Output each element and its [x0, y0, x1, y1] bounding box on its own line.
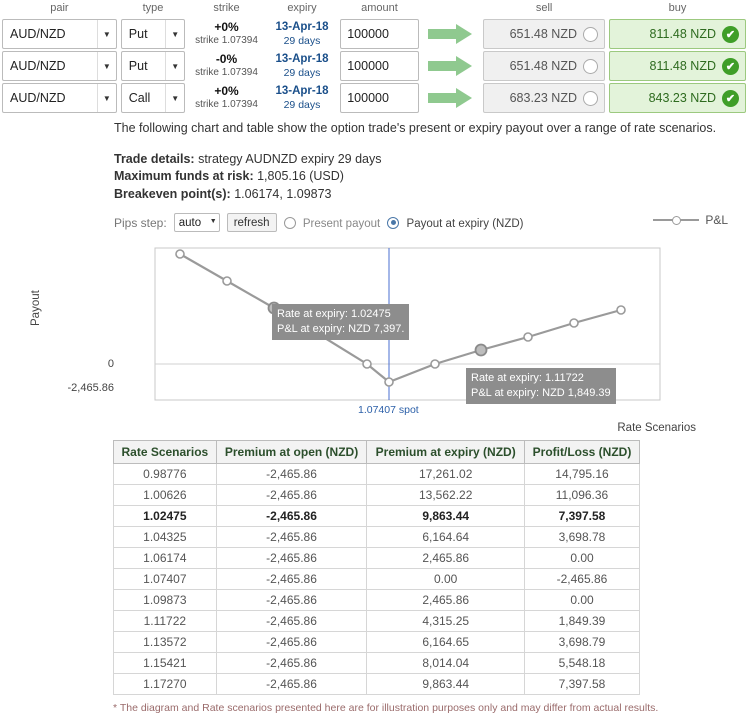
scen-pl: 1,849.39	[524, 611, 639, 632]
scen-open: -2,465.86	[216, 548, 367, 569]
pair-select[interactable]	[2, 83, 117, 113]
pips-step-label: Pips step:	[114, 215, 167, 230]
strike-value: strike 1.07394	[195, 35, 258, 47]
chart-spot-label: 1.07407 spot	[358, 404, 419, 417]
amount-input[interactable]	[340, 19, 419, 49]
scen-open: -2,465.86	[216, 569, 367, 590]
present-payout-label: Present payout	[302, 217, 381, 230]
max-risk-value: 1,805.16 (USD)	[257, 169, 344, 184]
breakeven-label: Breakeven point(s):	[114, 186, 231, 201]
trade-details-label: Trade details:	[114, 151, 195, 166]
strike-value: strike 1.07394	[195, 99, 258, 111]
header-buy: buy	[668, 2, 687, 14]
scen-expiry: 8,014.04	[367, 653, 525, 674]
table-row	[114, 632, 640, 653]
tooltip-rate-line: Rate at expiry: 1.11722	[471, 372, 584, 385]
chart-controls	[114, 213, 738, 232]
amount-input[interactable]	[340, 51, 419, 81]
scen-rate: 1.07407	[114, 569, 217, 590]
legend-label: P&L	[705, 213, 728, 228]
strike-percent: +0%	[214, 84, 239, 99]
chart-y-tick-zero: 0	[107, 358, 114, 371]
chevron-down-icon: ▼	[165, 52, 184, 80]
scen-rate: 1.04325	[114, 527, 217, 548]
table-row	[114, 464, 640, 485]
scen-rate: 1.13572	[114, 632, 217, 653]
description-text: The following chart and table show the option trade's present or expiry payout over a range of rate scenarios.	[114, 121, 717, 135]
scen-open: -2,465.86	[216, 653, 367, 674]
table-row	[114, 653, 640, 674]
scen-pl: 14,795.16	[524, 464, 639, 485]
buy-price-button[interactable]	[609, 83, 746, 113]
scen-rate: 1.17270	[114, 674, 217, 695]
refresh-button[interactable]: refresh	[227, 213, 277, 232]
sell-price-value: 651.48 NZD	[509, 59, 577, 73]
scen-header-rate: Rate Scenarios	[114, 441, 217, 464]
cell-sell	[481, 50, 607, 82]
strike-percent: -0%	[215, 52, 238, 67]
type-value: Put	[128, 27, 148, 41]
cell-arrow	[421, 18, 481, 50]
buy-price-value: 843.23 NZD	[648, 91, 716, 105]
scen-rate: 1.06174	[114, 548, 217, 569]
pair-select[interactable]	[2, 19, 117, 49]
table-row	[0, 82, 748, 114]
type-select[interactable]	[121, 51, 185, 81]
scen-pl: 0.00	[524, 548, 639, 569]
header-strike: strike	[213, 2, 240, 14]
footnote-text: * The diagram and Rate scenarios presented here are for illustration purposes only and may differ from actual results.	[113, 702, 659, 714]
pair-value: AUD/NZD	[10, 91, 66, 105]
arrow-right-icon	[428, 24, 474, 44]
scen-pl: 3,698.79	[524, 632, 639, 653]
check-circle-icon[interactable]: ✔	[722, 90, 739, 107]
arrow-right-icon	[428, 88, 474, 108]
buy-price-button[interactable]	[609, 51, 746, 81]
scen-pl: 0.00	[524, 590, 639, 611]
pips-step-select[interactable]	[174, 213, 220, 232]
trade-details-line	[114, 151, 738, 169]
scen-open: -2,465.86	[216, 464, 367, 485]
table-row	[114, 611, 640, 632]
expiry-days: 29 days	[283, 66, 321, 79]
description-section	[0, 120, 748, 232]
check-circle-icon[interactable]: ✔	[722, 26, 739, 43]
scen-open: -2,465.86	[216, 527, 367, 548]
header-amount: amount	[361, 2, 398, 14]
cell-arrow	[421, 50, 481, 82]
buy-price-button[interactable]	[609, 19, 746, 49]
amount-input[interactable]	[340, 83, 419, 113]
table-row	[114, 590, 640, 611]
chart-y-tick-min: -2,465.86	[67, 382, 114, 395]
scen-expiry: 2,465.86	[367, 548, 525, 569]
pair-value: AUD/NZD	[10, 27, 66, 41]
cell-strike[interactable]	[187, 50, 266, 82]
table-row	[114, 674, 640, 695]
scen-rate: 1.02475	[114, 506, 217, 527]
scen-expiry: 9,863.44	[367, 674, 525, 695]
expiry-days: 29 days	[283, 34, 321, 47]
radio-unselected-icon[interactable]	[284, 217, 296, 229]
scen-pl: 5,548.18	[524, 653, 639, 674]
scen-expiry: 0.00	[367, 569, 525, 590]
trade-details	[114, 151, 738, 204]
table-row	[114, 548, 640, 569]
expiry-days: 29 days	[283, 98, 321, 111]
scen-rate: 0.98776	[114, 464, 217, 485]
breakeven-line	[114, 186, 738, 204]
cell-pair	[0, 50, 119, 82]
chevron-down-icon: ▼	[97, 84, 116, 112]
chevron-down-icon: ▼	[165, 20, 184, 48]
radio-unselected-icon[interactable]	[583, 27, 598, 42]
scen-rate: 1.09873	[114, 590, 217, 611]
header-type: type	[142, 2, 164, 14]
cell-buy	[607, 82, 748, 114]
scen-pl: 7,397.58	[524, 506, 639, 527]
table-row	[114, 569, 640, 590]
amount-value: 100000	[347, 27, 389, 41]
strike-value: strike 1.07394	[195, 67, 258, 79]
scen-expiry: 2,465.86	[367, 590, 525, 611]
scen-header-pl: Profit/Loss (NZD)	[524, 441, 639, 464]
trade-details-value: strategy AUDNZD expiry 29 days	[198, 151, 382, 166]
cell-arrow	[421, 82, 481, 114]
expiry-date: 13-Apr-18	[275, 84, 329, 97]
scen-rate: 1.11722	[114, 611, 217, 632]
cell-amount	[338, 82, 421, 114]
sell-price-button[interactable]	[483, 51, 605, 81]
scen-pl: -2,465.86	[524, 569, 639, 590]
header-expiry: expiry	[287, 2, 317, 14]
cell-pair	[0, 82, 119, 114]
cell-pair	[0, 18, 119, 50]
check-circle-icon[interactable]: ✔	[722, 58, 739, 75]
cell-expiry[interactable]	[266, 82, 338, 114]
chart-tooltip-left	[272, 304, 409, 340]
legend-line-icon	[653, 219, 699, 221]
scen-expiry: 13,562.22	[367, 485, 525, 506]
cell-type	[119, 18, 187, 50]
arrow-right-icon	[428, 56, 474, 76]
cell-amount	[338, 50, 421, 82]
cell-type	[119, 82, 187, 114]
expiry-date: 13-Apr-18	[275, 52, 329, 65]
scen-expiry: 4,315.25	[367, 611, 525, 632]
cell-strike[interactable]	[187, 82, 266, 114]
chart-y-axis-label: Payout	[30, 290, 42, 327]
radio-unselected-icon[interactable]	[583, 91, 598, 106]
expiry-payout-radio-group[interactable]	[387, 216, 523, 230]
max-risk-label: Maximum funds at risk:	[114, 169, 254, 184]
cell-expiry[interactable]	[266, 50, 338, 82]
pair-select[interactable]	[2, 51, 117, 81]
scen-open: -2,465.86	[216, 632, 367, 653]
scen-open: -2,465.86	[216, 590, 367, 611]
cell-buy	[607, 18, 748, 50]
sell-price-button[interactable]	[483, 83, 605, 113]
type-select[interactable]	[121, 83, 185, 113]
scen-rate: 1.15421	[114, 653, 217, 674]
radio-unselected-icon[interactable]	[583, 59, 598, 74]
scen-open: -2,465.86	[216, 506, 367, 527]
present-payout-radio-group[interactable]	[284, 216, 381, 230]
chevron-down-icon: ▼	[97, 20, 116, 48]
cell-type	[119, 50, 187, 82]
chevron-down-icon: ▼	[209, 218, 217, 226]
header-spacer	[421, 0, 481, 18]
header-sell: sell	[535, 2, 553, 14]
scen-open: -2,465.86	[216, 611, 367, 632]
cell-sell	[481, 82, 607, 114]
scen-pl: 11,096.36	[524, 485, 639, 506]
buy-price-value: 811.48 NZD	[649, 59, 716, 73]
scen-open: -2,465.86	[216, 485, 367, 506]
expiry-date: 13-Apr-18	[275, 20, 329, 33]
table-row	[0, 18, 748, 50]
scen-rate: 1.00626	[114, 485, 217, 506]
sell-price-value: 683.23 NZD	[509, 91, 577, 105]
type-value: Call	[128, 91, 151, 105]
tooltip-rate-line: Rate at expiry: 1.02475	[277, 308, 391, 321]
tooltip-pl-line: P&L at expiry: NZD 1,849.39	[471, 387, 611, 400]
cell-buy	[607, 50, 748, 82]
table-row	[114, 485, 640, 506]
option-rows-table	[0, 0, 748, 114]
amount-value: 100000	[347, 91, 389, 105]
pair-value: AUD/NZD	[10, 59, 66, 73]
strike-percent: +0%	[214, 20, 239, 35]
table-row	[0, 50, 748, 82]
cell-expiry[interactable]	[266, 18, 338, 50]
scenarios-section	[0, 436, 748, 695]
tooltip-pl-line: P&L at expiry: NZD 7,397.	[277, 323, 405, 336]
scen-expiry: 9,863.44	[367, 506, 525, 527]
scen-header-open: Premium at open (NZD)	[216, 441, 367, 464]
scen-header-expiry: Premium at expiry (NZD)	[367, 441, 525, 464]
sell-price-button[interactable]	[483, 19, 605, 49]
chevron-down-icon: ▼	[97, 52, 116, 80]
table-row	[114, 506, 640, 527]
chart-tooltip-right	[466, 368, 616, 404]
table-header-row	[0, 0, 748, 18]
scen-expiry: 6,164.64	[367, 527, 525, 548]
breakeven-value: 1.06174, 1.09873	[234, 186, 332, 201]
cell-sell	[481, 18, 607, 50]
table-row	[114, 527, 640, 548]
radio-selected-icon[interactable]	[387, 217, 399, 229]
pips-step-value: auto	[178, 216, 202, 229]
header-pair: pair	[50, 2, 69, 14]
chart-legend	[653, 213, 728, 227]
amount-value: 100000	[347, 59, 389, 73]
max-risk-line	[114, 168, 738, 186]
scen-pl: 3,698.78	[524, 527, 639, 548]
cell-amount	[338, 18, 421, 50]
scenarios-header-row	[114, 441, 640, 464]
cell-strike[interactable]	[187, 18, 266, 50]
type-value: Put	[128, 59, 148, 73]
type-select[interactable]	[121, 19, 185, 49]
sell-price-value: 651.48 NZD	[509, 27, 577, 41]
scen-expiry: 6,164.65	[367, 632, 525, 653]
scen-open: -2,465.86	[216, 674, 367, 695]
expiry-payout-label: Payout at expiry (NZD)	[406, 217, 524, 230]
scen-expiry: 17,261.02	[367, 464, 525, 485]
payout-chart	[0, 236, 748, 436]
scen-pl: 7,397.58	[524, 674, 639, 695]
scenarios-table	[113, 440, 640, 695]
buy-price-value: 811.48 NZD	[649, 27, 716, 41]
chevron-down-icon: ▼	[165, 84, 184, 112]
chart-x-axis-label: Rate Scenarios	[617, 422, 696, 435]
